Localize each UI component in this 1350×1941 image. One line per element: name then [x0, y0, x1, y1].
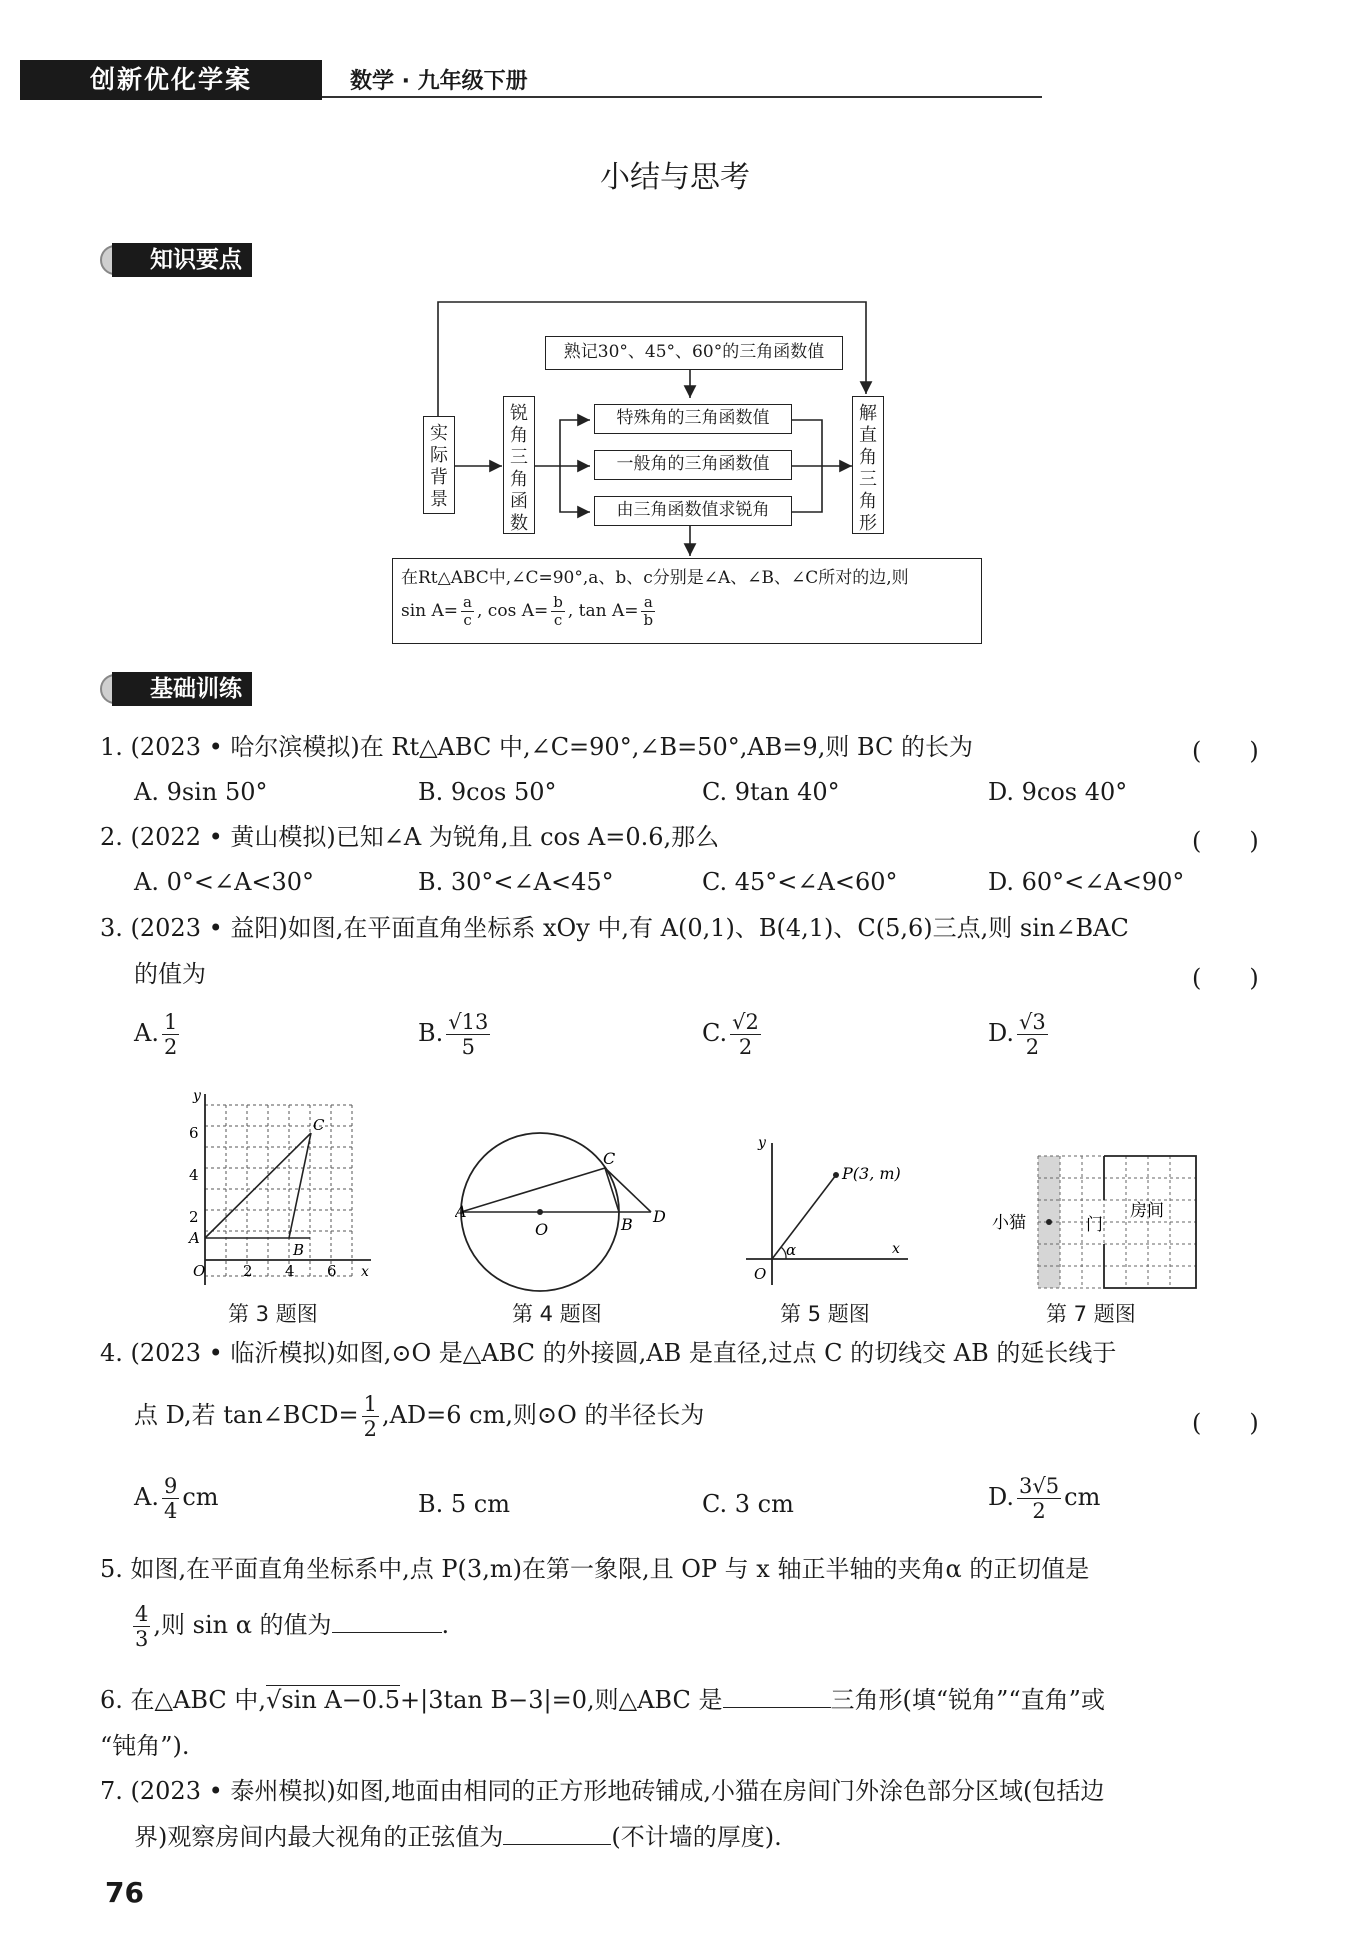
q3-option-d: D. $\frac{√3}{2}$ — [988, 1010, 1046, 1059]
q3-answer-paren: ( ) — [1192, 964, 1259, 992]
cos-label: , cos A= — [477, 601, 549, 621]
q2-answer-paren: ( ) — [1192, 827, 1259, 855]
figure-7-caption: 第 7 题图 — [1046, 1302, 1136, 1326]
sin-label: sin A= — [401, 601, 459, 621]
item-special-angles: 特殊角的三角函数值 — [594, 404, 792, 434]
q1-stem: 1. (2023 • 哈尔滨模拟)在 Rt△ABC 中,∠C=90°,∠B=50°,AB=9,则 BC 的长为 — [100, 733, 974, 761]
fig3-tick-x4: 4 — [285, 1262, 295, 1280]
fig3-segment-bc — [289, 1133, 311, 1238]
definition-line1: 在Rt△ABC中,∠C=90°,a、b、c分别是∠A、∠B、∠C所对的边,则 — [401, 568, 909, 588]
figure-7 — [990, 1150, 1200, 1295]
header-rule — [322, 96, 1042, 98]
q1-option-a: A. 9sin 50° — [134, 778, 268, 806]
fig4-segment-ac — [461, 1168, 605, 1212]
q7-stem-line1: 7. (2023 • 泰州模拟)如图,地面由相同的正方形地砖铺成,小猫在房间门外涂色部分区域(包括边 — [100, 1777, 1105, 1805]
tan-label: , tan A= — [567, 601, 639, 621]
fig5-origin: O — [754, 1265, 767, 1283]
fig3-x-label: x — [361, 1264, 369, 1280]
fig7-label-door: 门 — [1086, 1215, 1103, 1235]
q5-stem-line2: $\frac{4}{3}$ ,则 sin α 的值为 . — [135, 1602, 450, 1651]
cos-fraction: $\frac{b}{c}$ — [553, 593, 563, 629]
fig5-y-label: y — [758, 1135, 766, 1151]
q6-stem-line1: 6. 在△ABC 中,√sin A−0.5+|3tan B−3|=0,则△ABC 是 三角形(填“锐角”“直角”或 — [100, 1686, 1105, 1714]
fig4-label-b: B — [621, 1215, 633, 1234]
item-find-angle: 由三角函数值求锐角 — [594, 496, 792, 526]
q1-option-d: D. 9cos 40° — [988, 778, 1128, 806]
q4-option-d: D. $\frac{3√5}{2}$ cm — [988, 1474, 1101, 1523]
section-knowledge-label: 知识要点 — [112, 243, 252, 277]
fig7-label-cat: 小猫 — [992, 1213, 1026, 1233]
q6-stem-line2: “钝角”). — [100, 1732, 190, 1760]
fig4-center-dot — [537, 1209, 543, 1215]
q7-answer-blank[interactable] — [503, 1844, 611, 1845]
fig4-label-d: D — [653, 1207, 666, 1226]
q6-answer-blank[interactable] — [723, 1707, 831, 1708]
fig3-label-a: A — [189, 1229, 200, 1247]
sin-fraction: $\frac{a}{c}$ — [463, 593, 472, 629]
q2-option-d: D. 60°<∠A<90° — [988, 868, 1185, 896]
q2-option-c: C. 45°<∠A<60° — [702, 868, 898, 896]
q5-stem-line1: 5. 如图,在平面直角坐标系中,点 P(3,m)在第一象限,且 OP 与 x 轴正半轴的夹角α 的正切值是 — [100, 1555, 1090, 1583]
fig5-point-p — [833, 1172, 839, 1178]
fig3-tick-y6: 6 — [189, 1124, 199, 1142]
fig7-label-room: 房间 — [1130, 1201, 1164, 1221]
q4-option-b: B. 5 cm — [418, 1490, 510, 1518]
q7-stem-line2: 界)观察房间内最大视角的正弦值为 (不计墙的厚度). — [134, 1823, 782, 1851]
q3-stem: 3. (2023 • 益阳)如图,在平面直角坐标系 xOy 中,有 A(0,1)、B(4,1)、C(5,6)三点,则 sin∠BAC — [100, 914, 1129, 942]
q2-stem: 2. (2022 • 黄山模拟)已知∠A 为锐角,且 cos A=0.6,那么 — [100, 823, 720, 851]
fig3-origin: O — [193, 1262, 206, 1280]
definition-formulas — [401, 594, 973, 629]
fig4-label-a: A — [455, 1202, 467, 1221]
q3-option-a: A. $\frac{1}{2}$ — [134, 1010, 178, 1059]
figure-4-caption: 第 4 题图 — [512, 1302, 602, 1326]
figure-5 — [740, 1135, 915, 1295]
fig5-x-label: x — [892, 1241, 900, 1257]
fig3-grid — [205, 1105, 355, 1276]
fig3-label-c: C — [313, 1116, 325, 1134]
q3-option-c: C. $\frac{√2}{2}$ — [702, 1010, 759, 1059]
right-box-solve-triangle: 解直角三角形 — [852, 396, 884, 534]
figure-3 — [175, 1090, 375, 1290]
bottom-definition-box — [392, 558, 982, 644]
q4-option-a: A. $\frac{9}{4}$ cm — [134, 1474, 219, 1523]
page-title: 小结与思考 — [600, 160, 750, 195]
fig5-label-p: P(3, m) — [842, 1164, 901, 1183]
fig5-label-alpha: α — [786, 1241, 797, 1259]
figure-4 — [455, 1130, 670, 1295]
top-box: 熟记30°、45°、60°的三角函数值 — [545, 336, 843, 370]
fig4-label-c: C — [603, 1149, 616, 1168]
q1-answer-paren: ( ) — [1192, 737, 1259, 765]
fig3-tick-x2: 2 — [243, 1262, 253, 1280]
q1-option-b: B. 9cos 50° — [418, 778, 557, 806]
fig5-ray-op — [772, 1175, 836, 1259]
fig7-tile-grid — [1038, 1156, 1196, 1288]
figure-3-caption: 第 3 题图 — [228, 1302, 318, 1326]
q4-stem-line1: 4. (2023 • 临沂模拟)如图,⊙O 是△ABC 的外接圆,AB 是直径,过点 C 的切线交 AB 的延长线于 — [100, 1339, 1117, 1367]
fig3-label-b: B — [293, 1241, 305, 1259]
fig3-tick-x6: 6 — [327, 1262, 337, 1280]
q4-stem-line2: 点 D,若 tan∠BCD= $\frac{1}{2}$ ,AD=6 cm,则⊙O 的半径长为 — [134, 1392, 705, 1441]
subject-label: 数学 · 九年级下册 — [350, 69, 528, 94]
q4-option-c: C. 3 cm — [702, 1490, 794, 1518]
q2-option-b: B. 30°<∠A<45° — [418, 868, 614, 896]
left-box-background: 实际背景 — [423, 416, 455, 514]
q3-stem-line2: 的值为 — [134, 960, 206, 988]
fig7-cat-dot — [1046, 1219, 1052, 1225]
q6-radical: √sin A−0.5 — [266, 1686, 401, 1714]
q3-option-b: B. $\frac{√13}{5}$ — [418, 1010, 489, 1059]
mid-box-acute-trig: 锐角三角函数 — [503, 396, 535, 534]
brand-banner: 创新优化学案 — [20, 60, 322, 100]
section-training-label: 基础训练 — [112, 672, 252, 706]
page-number: 76 — [105, 1876, 144, 1909]
fig3-y-label: y — [193, 1090, 201, 1104]
q1-option-c: C. 9tan 40° — [702, 778, 840, 806]
q4-answer-paren: ( ) — [1192, 1409, 1259, 1437]
q2-option-a: A. 0°<∠A<30° — [134, 868, 315, 896]
q5-answer-blank[interactable] — [332, 1632, 442, 1633]
fig4-label-o: O — [535, 1220, 549, 1239]
figure-5-caption: 第 5 题图 — [780, 1302, 870, 1326]
fig3-tick-y2: 2 — [189, 1208, 199, 1226]
fig3-segment-ac — [205, 1133, 311, 1238]
item-general-angles: 一般角的三角函数值 — [594, 450, 792, 480]
tan-fraction: $\frac{a}{b}$ — [643, 593, 654, 629]
fig3-tick-y4: 4 — [189, 1166, 199, 1184]
